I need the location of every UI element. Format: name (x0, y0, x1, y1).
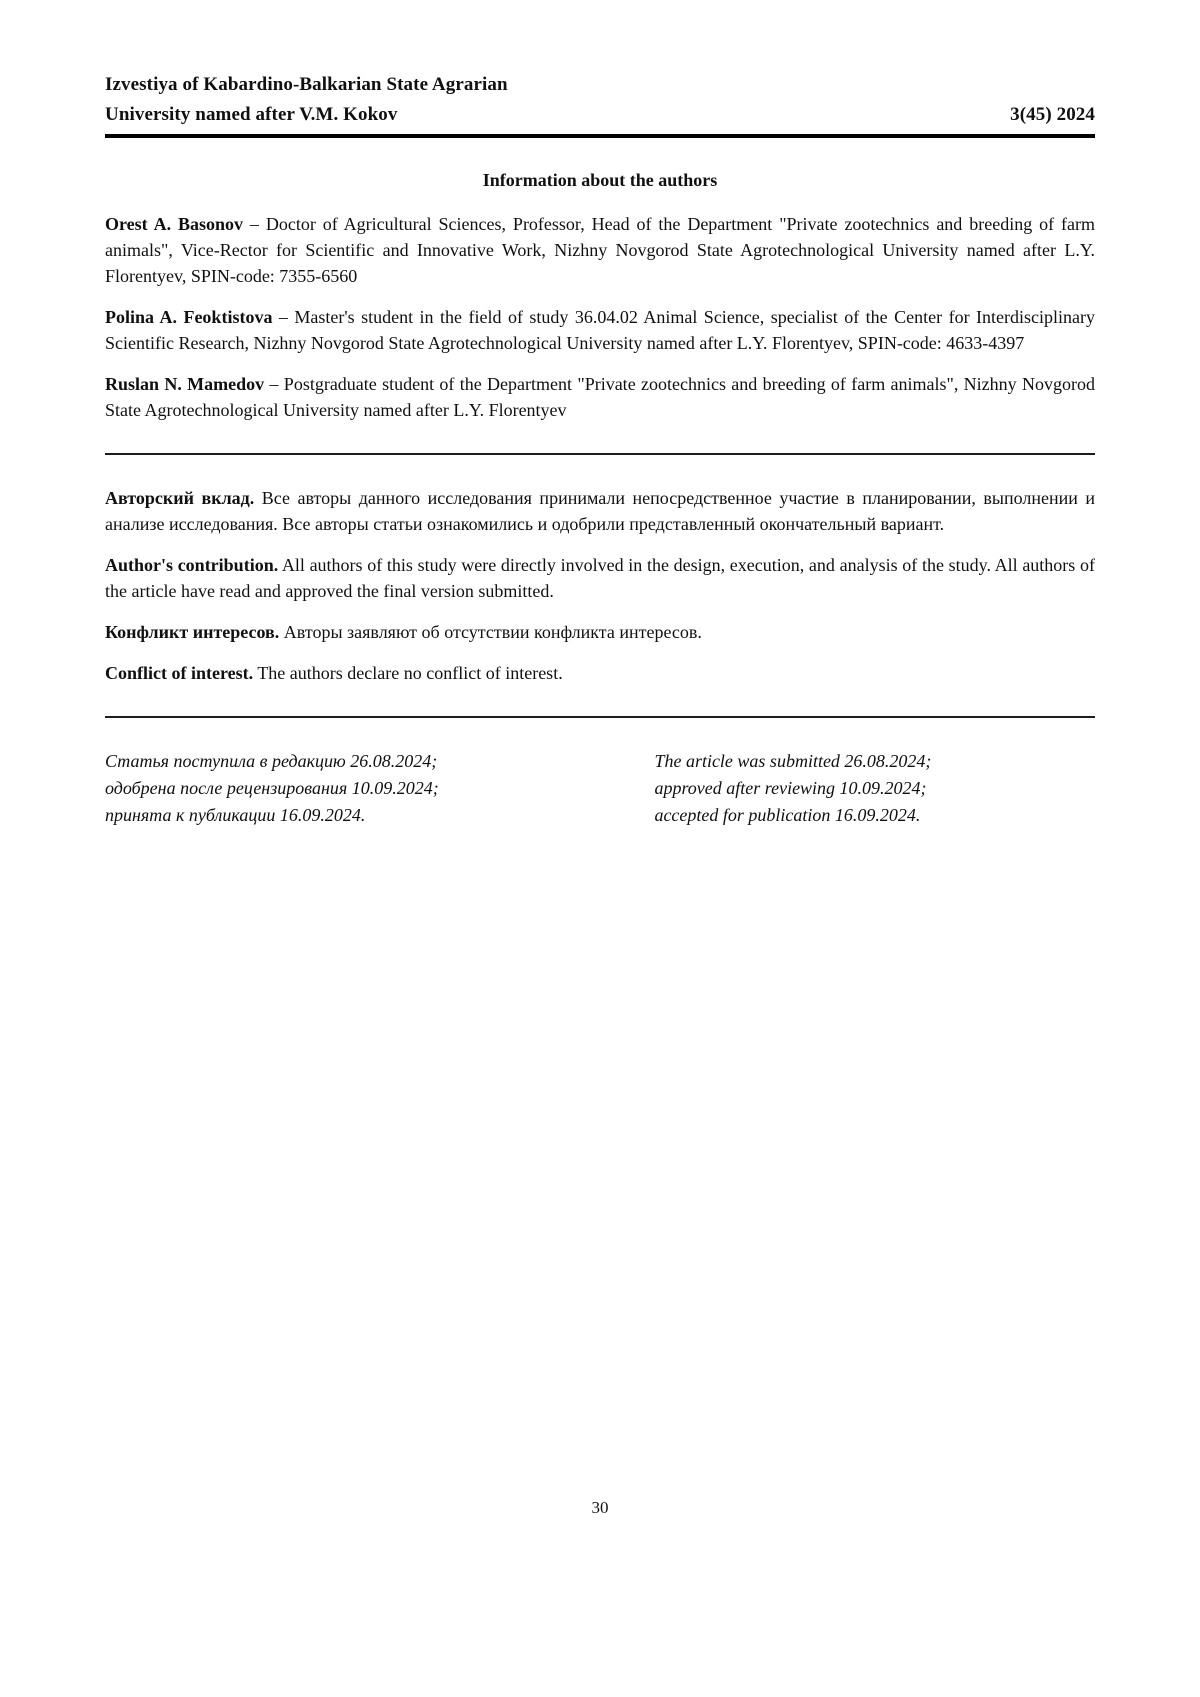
dates-section (105, 748, 1095, 829)
statement-lead: Author's contribution. (105, 555, 279, 575)
dates-russian (105, 748, 654, 829)
journal-title-row (105, 100, 1095, 130)
author-paragraph (105, 371, 1095, 423)
statement-paragraph (105, 660, 1095, 686)
author-bio: – Doctor of Agricultural Sciences, Professor, Head of the Department "Private zootechnics and breeding of farm animals", Vice-Rector for Scientific and Innovative Work, Nizhny Novgorod State Agrotechnological University named after L.Y. Florentyev, SPIN-code: 7355-6560 (105, 214, 1095, 286)
author-paragraph (105, 211, 1095, 289)
page-header (105, 70, 1095, 138)
author-name: Orest A. Basonov (105, 214, 244, 234)
section-title: Information about the authors (482, 170, 718, 190)
authors-section (105, 211, 1095, 423)
statement-paragraph (105, 619, 1095, 645)
date-line: accepted for publication 16.09.2024. (654, 805, 921, 825)
author-name: Polina A. Feoktistova (105, 307, 273, 327)
header-rule (105, 134, 1095, 138)
statement-lead: Авторский вклад. (105, 488, 255, 508)
journal-title-line1: Izvestiya of Kabardino-Balkarian State Agrarian (105, 74, 508, 95)
author-paragraph (105, 304, 1095, 356)
date-line: approved after reviewing 10.09.2024; (654, 778, 927, 798)
statement-text: All authors of this study were directly involved in the design, execution, and analysis of the study. All authors of the article have read and approved the final version submitted. (105, 555, 1095, 601)
date-line: Статья поступила в редакцию 26.08.2024; (105, 751, 438, 771)
page-content (0, 0, 1200, 829)
issue-number: 3(45) 2024 (1010, 104, 1095, 125)
author-bio: – Master's student in the field of study 36.04.02 Animal Science, specialist of the Center for Interdisciplinary Scientific Research, Nizhny Novgorod State Agrotechnological University named after L.Y. Florentyev, SPIN-code: 4633-4397 (105, 307, 1095, 353)
divider-after-statements (105, 716, 1095, 718)
statement-paragraph (105, 552, 1095, 604)
journal-title-line2: University named after V.M. Kokov (105, 104, 398, 125)
statement-text: Авторы заявляют об отсутствии конфликта интересов. (279, 622, 702, 642)
date-line: The article was submitted 26.08.2024; (654, 751, 932, 771)
statements-section (105, 485, 1095, 686)
statement-lead: Conflict of interest. (105, 663, 254, 683)
author-bio: – Postgraduate student of the Department "Private zootechnics and breeding of farm animals", Nizhny Novgorod State Agrotechnological University named after L.Y. Florentyev (105, 374, 1095, 420)
date-line: одобрена после рецензирования 10.09.2024; (105, 778, 439, 798)
dates-english (654, 748, 1095, 829)
statement-lead: Конфликт интересов. (105, 622, 280, 642)
page-number: 30 (591, 1498, 609, 1517)
author-name: Ruslan N. Mamedov (105, 374, 265, 394)
date-line: принята к публикации 16.09.2024. (105, 805, 366, 825)
statement-text: The authors declare no conflict of interest. (253, 663, 563, 683)
divider-after-authors (105, 453, 1095, 455)
statement-text: Все авторы данного исследования принимали непосредственное участие в планировании, выполнении и анализе исследования. Все авторы статьи ознакомились и одобрили представленный окончательный вариант. (105, 488, 1095, 534)
statement-paragraph (105, 485, 1095, 537)
